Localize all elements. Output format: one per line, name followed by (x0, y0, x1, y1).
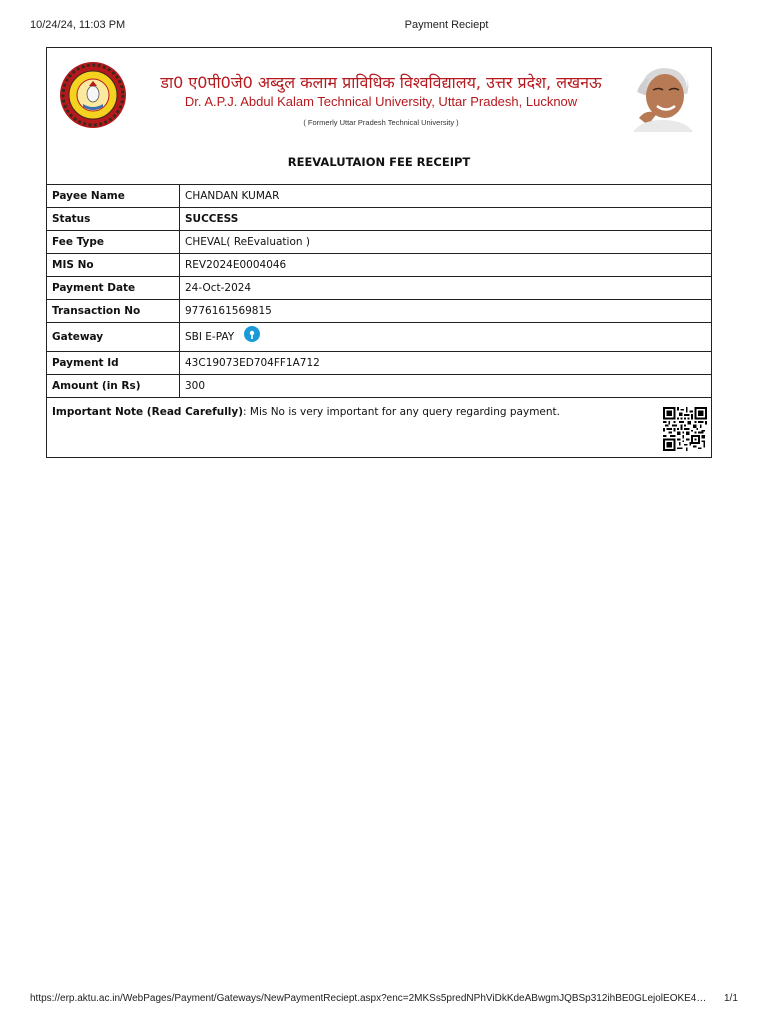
mis-no-value: REV2024E0004046 (180, 254, 712, 277)
receipt-title: REEVALUTAION FEE RECEIPT (287, 155, 471, 169)
important-note (52, 406, 652, 418)
print-header (0, 19, 768, 33)
payment-id-label: Payment Id (47, 352, 180, 375)
payment-details-table (47, 185, 711, 398)
important-note-label: Important Note (Read Carefully) (52, 406, 244, 418)
university-seal-icon (59, 60, 127, 130)
university-banner (47, 48, 711, 185)
table-row (47, 231, 711, 254)
university-formerly-note: ( Formerly Uttar Pradesh Technical University ) (303, 118, 459, 127)
payment-date-label: Payment Date (47, 277, 180, 300)
print-footer (0, 993, 768, 1007)
transaction-no-value: 9776161569815 (180, 300, 712, 323)
university-name-english: Dr. A.P.J. Abdul Kalam Technical University, Uttar Pradesh, Lucknow (184, 94, 578, 109)
important-note-text: : Mis No is very important for any query regarding payment. (243, 406, 560, 418)
fee-type-label: Fee Type (47, 231, 180, 254)
payment-id-value: 43C19073ED704FF1A712 (180, 352, 712, 375)
table-row (47, 375, 711, 398)
gateway-cell (180, 323, 712, 352)
table-row (47, 254, 711, 277)
status-label: Status (47, 208, 180, 231)
transaction-no-label: Transaction No (47, 300, 180, 323)
gateway-label: Gateway (47, 323, 180, 352)
table-row (47, 300, 711, 323)
page-url: https://erp.aktu.ac.in/WebPages/Payment/Gateways/NewPaymentReciept.aspx?enc=2MKSs5predNPhViDkKdeABwgmJQBSp312ihBE0GLejolEOKE4… (30, 993, 707, 1004)
table-row (47, 208, 711, 231)
payment-date-value: 24-Oct-2024 (180, 277, 712, 300)
university-name-hindi: डा0 ए0पी0जे0 अब्दुल कलाम प्राविधिक विश्वविद्यालय, उत्तर प्रदेश, लखनऊ (160, 73, 602, 92)
status-value: SUCCESS (180, 208, 712, 231)
receipt-card (46, 47, 712, 458)
payee-name-value: CHANDAN KUMAR (180, 185, 712, 208)
table-row (47, 352, 711, 375)
gateway-value: SBI E-PAY (185, 331, 235, 343)
sbi-logo-icon (244, 326, 260, 342)
print-page-title: Payment Reciept (404, 19, 489, 31)
table-row (47, 323, 711, 352)
fee-type-value: CHEVAL( ReEvaluation ) (180, 231, 712, 254)
amount-value: 300 (180, 375, 712, 398)
payee-name-label: Payee Name (47, 185, 180, 208)
page-number: 1/1 (724, 993, 738, 1004)
portrait-image (627, 60, 699, 132)
amount-label: Amount (in Rs) (47, 375, 180, 398)
table-row (47, 185, 711, 208)
table-row (47, 277, 711, 300)
mis-no-label: MIS No (47, 254, 180, 277)
print-date: 10/24/24, 11:03 PM (30, 19, 126, 31)
qr-code-icon (663, 407, 707, 451)
